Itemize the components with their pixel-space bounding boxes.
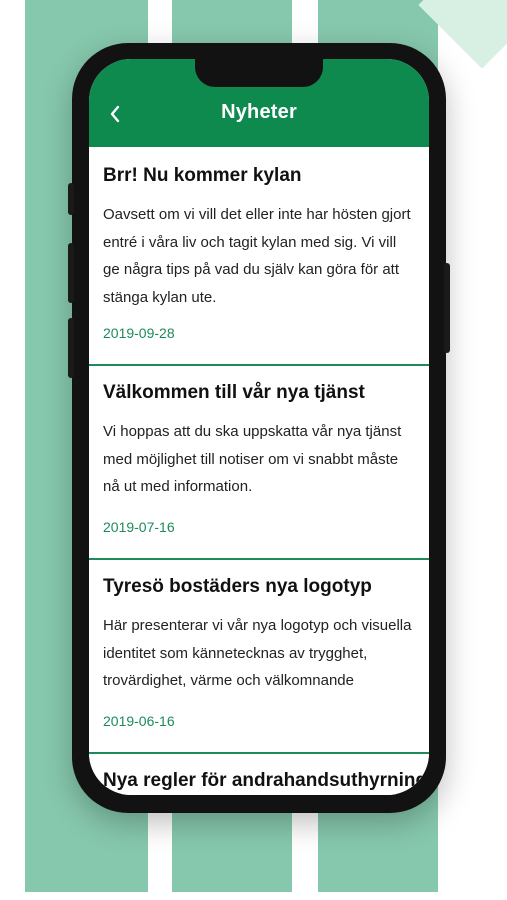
- phone-power-button: [444, 263, 450, 353]
- news-item[interactable]: [89, 147, 429, 366]
- news-item-title: Tyresö bostäders nya logotyp: [103, 576, 372, 597]
- bottom-edge: [0, 892, 507, 900]
- news-item-title: Brr! Nu kommer kylan: [103, 165, 302, 186]
- news-item-date: 2019-09-28: [103, 325, 175, 341]
- news-item[interactable]: [89, 754, 429, 795]
- phone-volume-up: [68, 243, 74, 303]
- news-item[interactable]: [89, 560, 429, 754]
- phone-frame: [72, 43, 446, 813]
- news-list[interactable]: [89, 147, 429, 795]
- news-item-title: Nya regler för andrahandsuthyrning: [103, 770, 428, 791]
- page-title: Nyheter: [221, 101, 297, 123]
- phone-volume-down: [68, 318, 74, 378]
- news-item-date: 2019-06-16: [103, 713, 175, 729]
- phone-screen: [89, 59, 429, 795]
- news-item-excerpt: Här presenterar vi vår nya logotyp och visuella identitet som kännetecknas av trygghet, trovärdighet, värme och välkomnande: [103, 617, 412, 689]
- news-item-title: Välkommen till vår nya tjänst: [103, 382, 365, 403]
- news-item[interactable]: [89, 366, 429, 560]
- news-item-excerpt: Oavsett om vi vill det eller inte har hösten gjort entré i våra liv och tagit kylan med sig. Vi vill ge några tips på vad du själv kan göra för att stänga kylan ute.: [103, 206, 411, 306]
- phone-notch: [195, 59, 323, 87]
- news-item-date: 2019-07-16: [103, 519, 175, 535]
- phone-mute-switch: [68, 183, 74, 215]
- news-item-excerpt: Vi hoppas att du ska uppskatta vår nya tjänst med möjlighet till notiser om vi snabbt måste nå ut med information.: [103, 423, 402, 495]
